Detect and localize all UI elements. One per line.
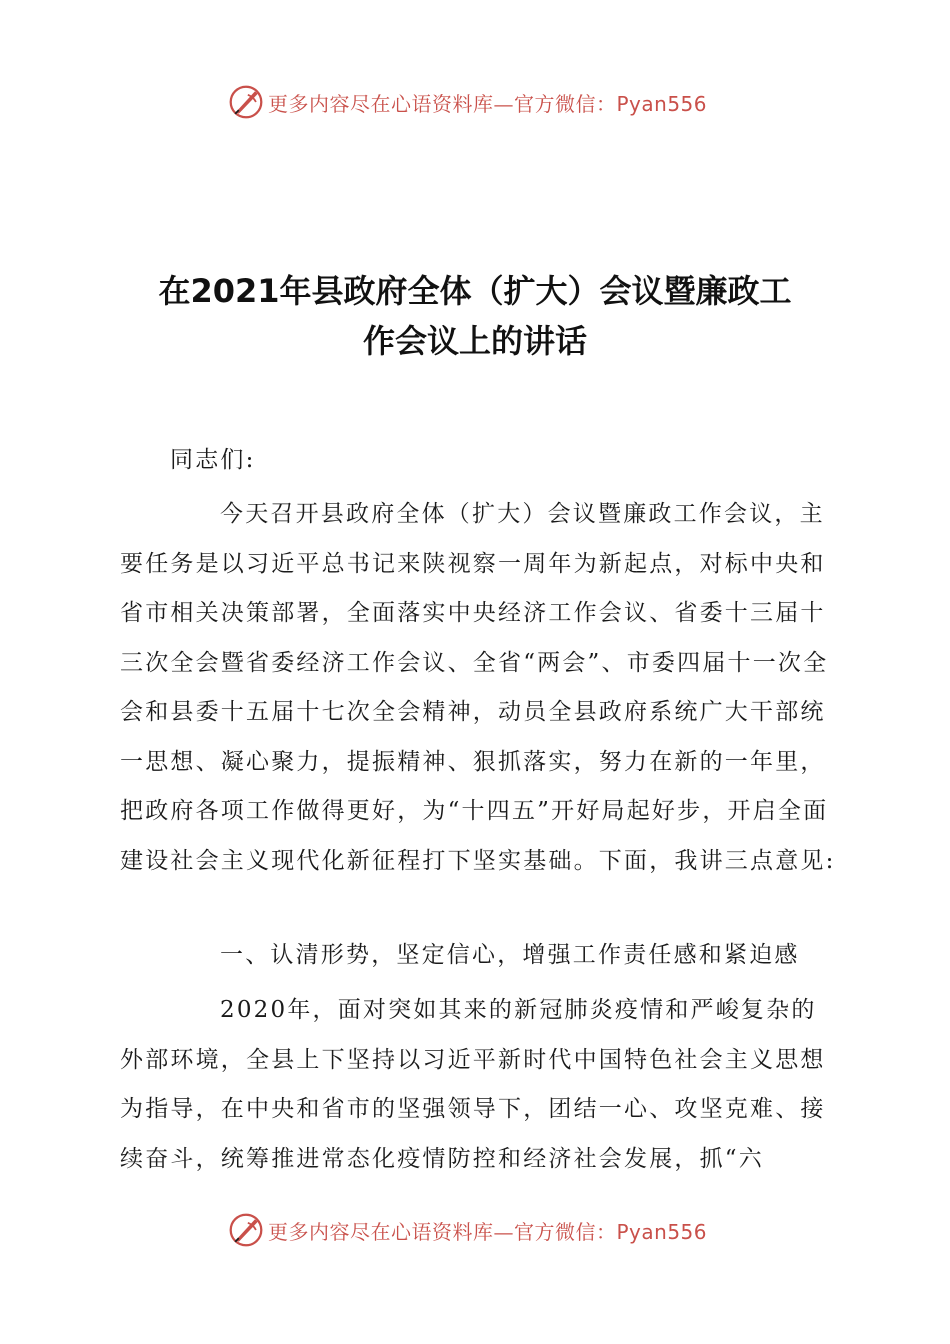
footer-watermark (228, 1210, 707, 1250)
quill-logo-icon (228, 84, 264, 120)
watermark-wechat-id: Pyan556 (616, 1219, 708, 1244)
greeting: 同志们: (170, 447, 256, 473)
section-heading-1: 一、认清形势，坚定信心，增强工作责任感和紧迫感 (220, 942, 800, 968)
watermark-wechat-id: Pyan556 (616, 91, 708, 116)
document-title-line1: 在2021年县政府全体（扩大）会议暨廉政工 (158, 272, 792, 310)
watermark-text: 更多内容尽在心语资料库—官方微信： (268, 1219, 617, 1244)
quill-logo-icon (228, 1212, 264, 1248)
paragraph-1: 今天召开县政府全体（扩大）会议暨廉政工作会议，主要任务是以习近平总书记来陕视察一周年为新起点，对标中央和省市相关决策部署，全面落实中央经济工作会议、省委十三届十三次全会暨省委经济工作会议、全省“两会”、市委四届十一次全会和县委十五届十七次全会精神，动员全县政府系统广大干部统一思想、凝心聚力，提振精神、狠抓落实，努力在新的一年里，把政府各项工作做得更好，为“十四五”开好局起好步，开启全面建设社会主义现代化新征程打下坚实基础。下面，我讲三点意见: (120, 501, 836, 874)
paragraph-2: 2020年，面对突如其来的新冠肺炎疫情和严峻复杂的外部环境，全县上下坚持以习近平新时代中国特色社会主义思想为指导，在中央和省市的坚强领导下，团结一心、攻坚克难、接续奋斗，统筹推进常态化疫情防控和经济社会发展，抓“六 (120, 997, 826, 1172)
header-watermark (228, 82, 707, 122)
watermark-text: 更多内容尽在心语资料库—官方微信： (268, 91, 617, 116)
document-title-line2: 作会议上的讲话 (362, 322, 587, 360)
